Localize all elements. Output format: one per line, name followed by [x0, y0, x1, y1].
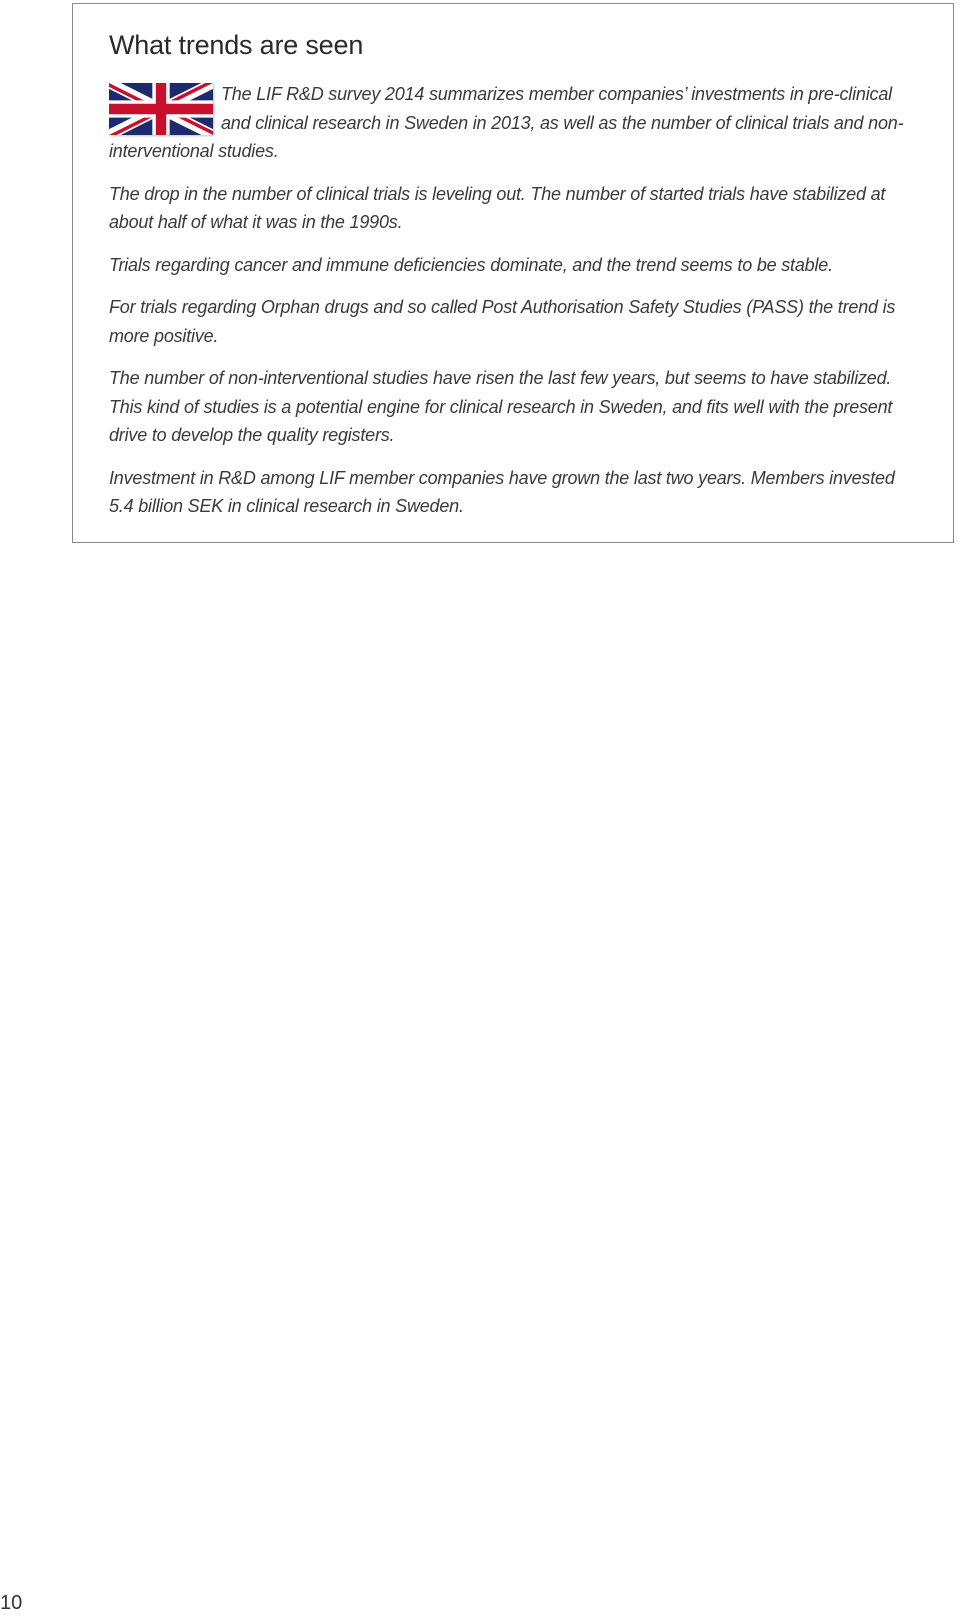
- uk-flag-icon: [109, 83, 213, 135]
- paragraph-clinical-trials: The drop in the number of clinical trials is leveling out. The number of started trials have stabilized at about half of what it was in the 1990s.: [109, 183, 886, 232]
- box-content: [109, 80, 921, 535]
- paragraph-orphan-drugs: For trials regarding Orphan drugs and so called Post Authorisation Safety Studies (PASS) the trend is more positive.: [109, 297, 896, 346]
- page-number: 10: [0, 1592, 23, 1614]
- paragraph-non-interventional: The number of non-interventional studies have risen the last few years, but seems to have stabilized. This kind of studies is a potential engine for clinical research in Sweden, and fits well with the present drive to develop the quality registers.: [109, 368, 893, 445]
- paragraph-intro: The LIF R&D survey 2014 summarizes member companies’ investments in pre-clinical and clinical research in Sweden in 2013, as well as the number of clinical trials and non-interventional studies.: [109, 84, 904, 161]
- trends-summary-box: [72, 3, 954, 543]
- box-title: What trends are seen: [109, 30, 364, 60]
- paragraph-investment: Investment in R&D among LIF member companies have grown the last two years. Members invested 5.4 billion SEK in clinical research in Sweden.: [109, 467, 895, 516]
- paragraph-cancer-trials: Trials regarding cancer and immune deficiencies dominate, and the trend seems to be stable.: [109, 254, 833, 275]
